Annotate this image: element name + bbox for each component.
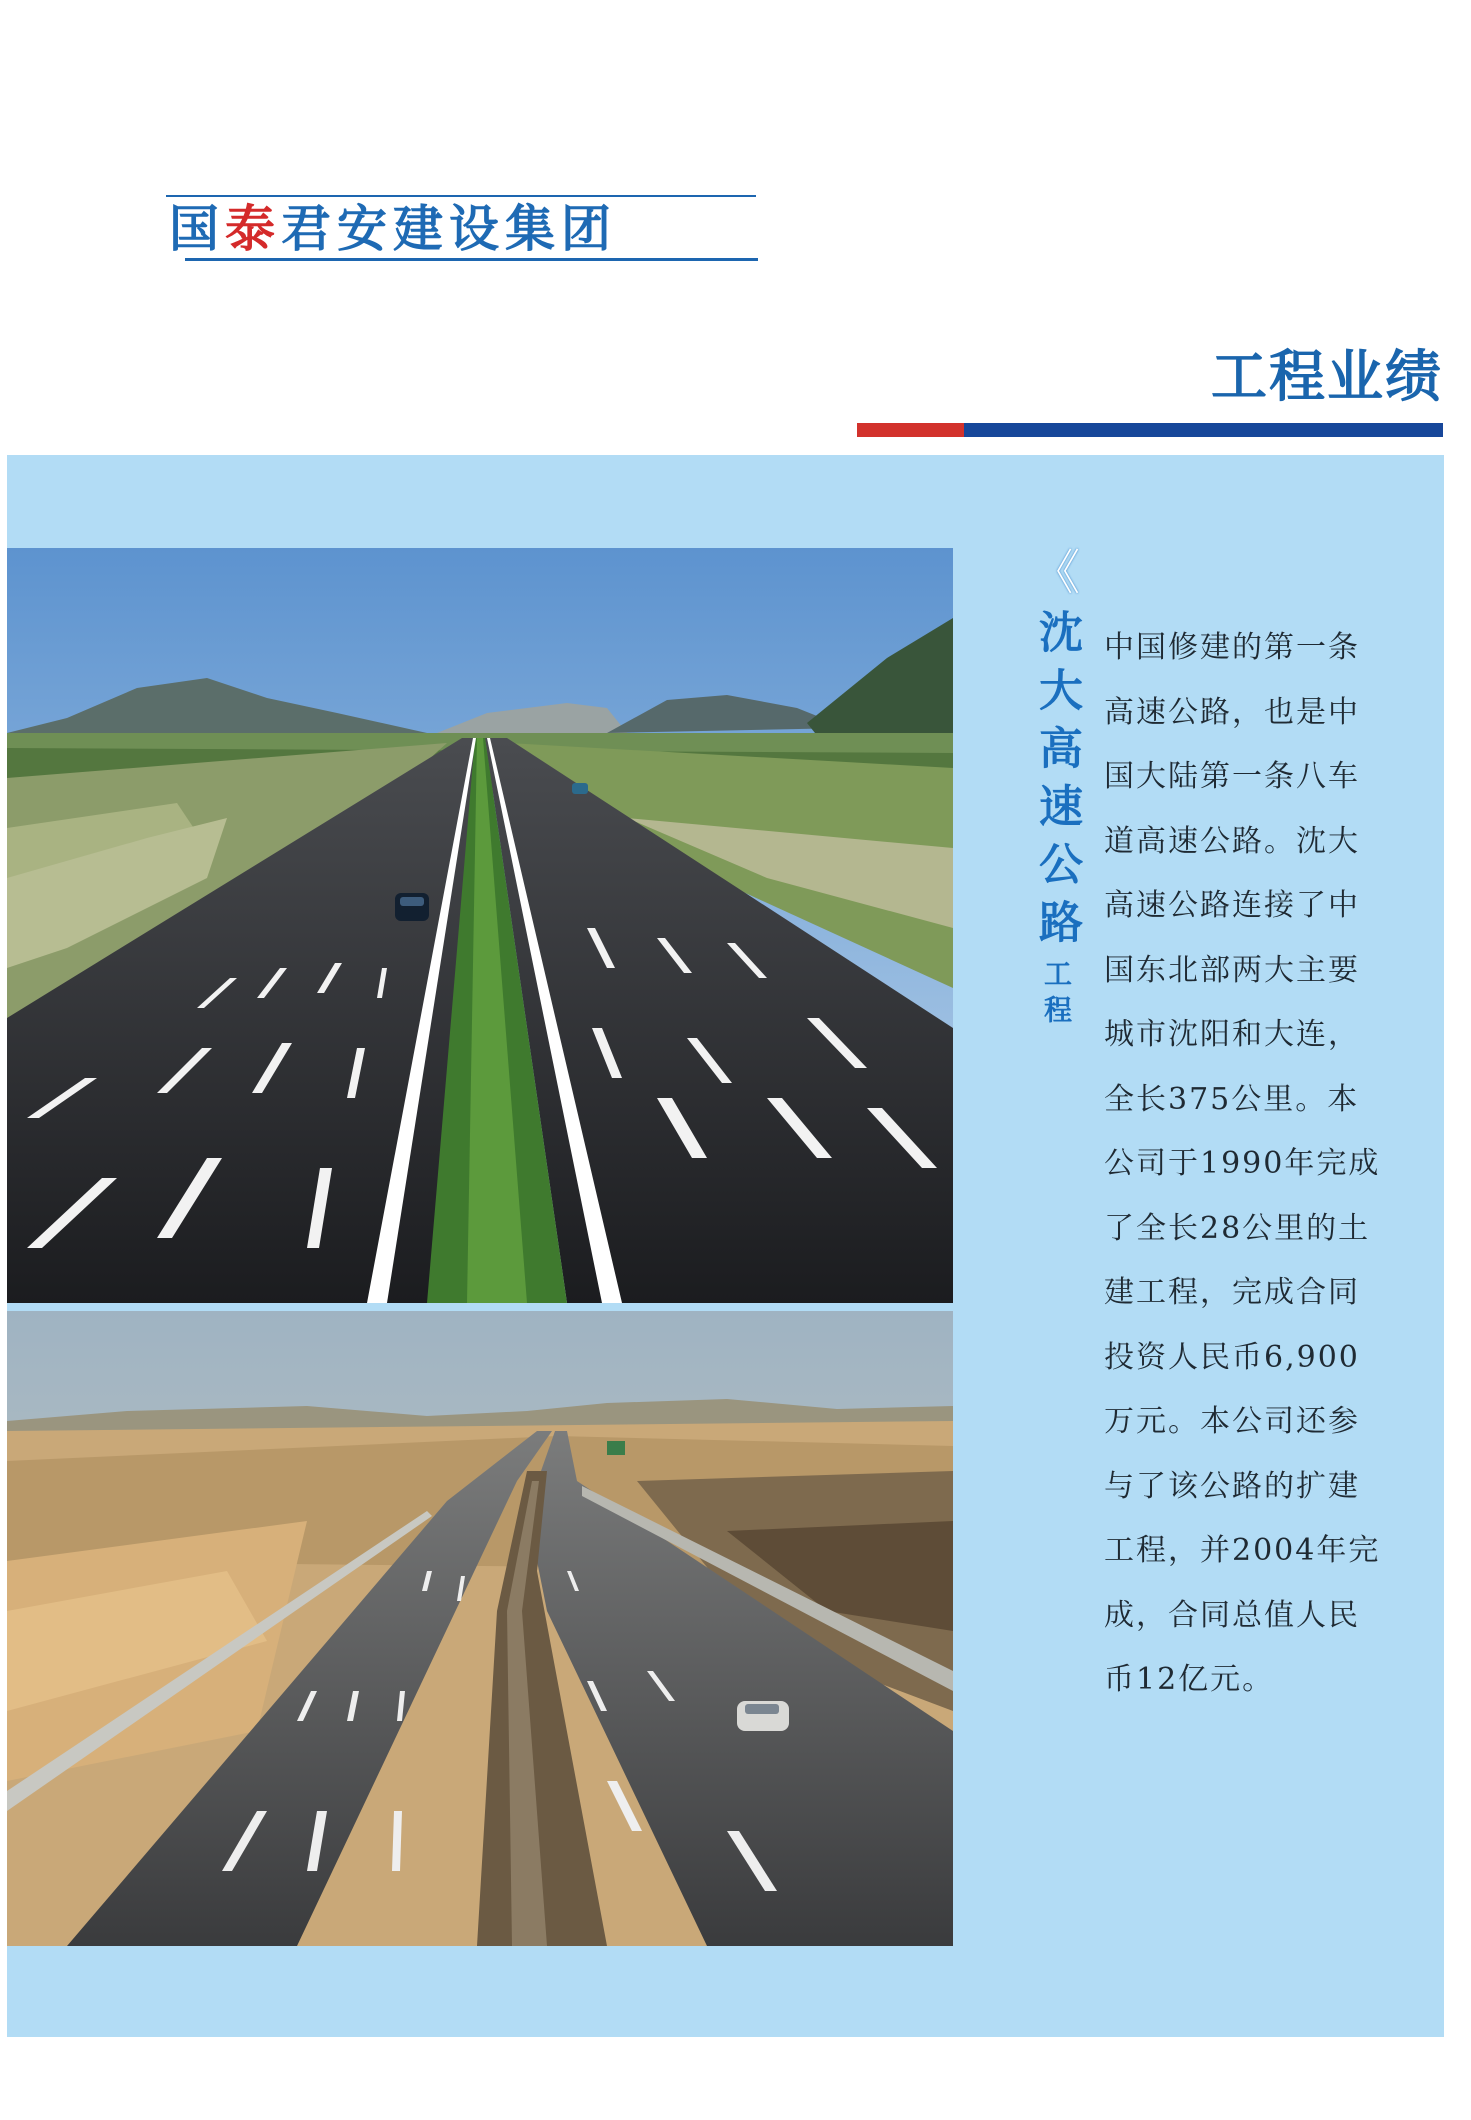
highway-photo-green-hills — [7, 548, 953, 1303]
highway-photo-dry-hills — [7, 1311, 953, 1946]
logo-top-rule — [166, 195, 756, 197]
description-line: 了全长28公里的土 — [1104, 1210, 1371, 1246]
description-line: 与了该公路的扩建 — [1104, 1468, 1360, 1504]
description-line: 投资人民币6,900 — [1104, 1339, 1360, 1375]
title-underline-red — [857, 423, 964, 437]
logo-text — [169, 201, 617, 257]
description-line: 中国修建的第一条 — [1104, 630, 1360, 665]
caption-title: 沈大高速公路 — [1031, 609, 1082, 957]
logo-bottom-rule — [185, 258, 758, 261]
description-line: 全长375公里。本 — [1104, 1081, 1360, 1117]
highway-photo-1 — [7, 548, 953, 1303]
description-line: 成，合同总值人民 — [1104, 1597, 1360, 1633]
description-line: 万元。本公司还参 — [1104, 1404, 1360, 1439]
description-line: 国大陆第一条八车 — [1104, 759, 1360, 794]
description-line: 工程，并2004年完 — [1104, 1533, 1381, 1568]
description-line: 国东北部两大主要 — [1104, 952, 1360, 988]
section-title: 工程业绩 — [1211, 345, 1443, 410]
description-line: 高速公路连接了中 — [1104, 888, 1360, 923]
description-line: 高速公路，也是中 — [1104, 694, 1360, 730]
logo-accent-char: 泰 — [225, 200, 281, 258]
description-line: 币12亿元。 — [1104, 1662, 1275, 1697]
caption-open-quote: 《 — [1031, 545, 1080, 601]
description-line: 公司于1990年完成 — [1104, 1146, 1381, 1181]
logo-char: 国 — [169, 200, 225, 258]
project-caption — [1028, 545, 1084, 1031]
title-underline-blue — [964, 423, 1443, 437]
company-logo — [163, 195, 763, 267]
logo-rest: 君安建设集团 — [281, 200, 617, 258]
project-description — [1104, 616, 1404, 1713]
description-line: 建工程，完成合同 — [1104, 1275, 1360, 1310]
description-line: 城市沈阳和大连， — [1104, 1017, 1360, 1052]
caption-title-suffix: 工程 — [1040, 959, 1073, 1031]
description-line: 道高速公路。沈大 — [1104, 823, 1360, 859]
highway-photo-2 — [7, 1311, 953, 1946]
